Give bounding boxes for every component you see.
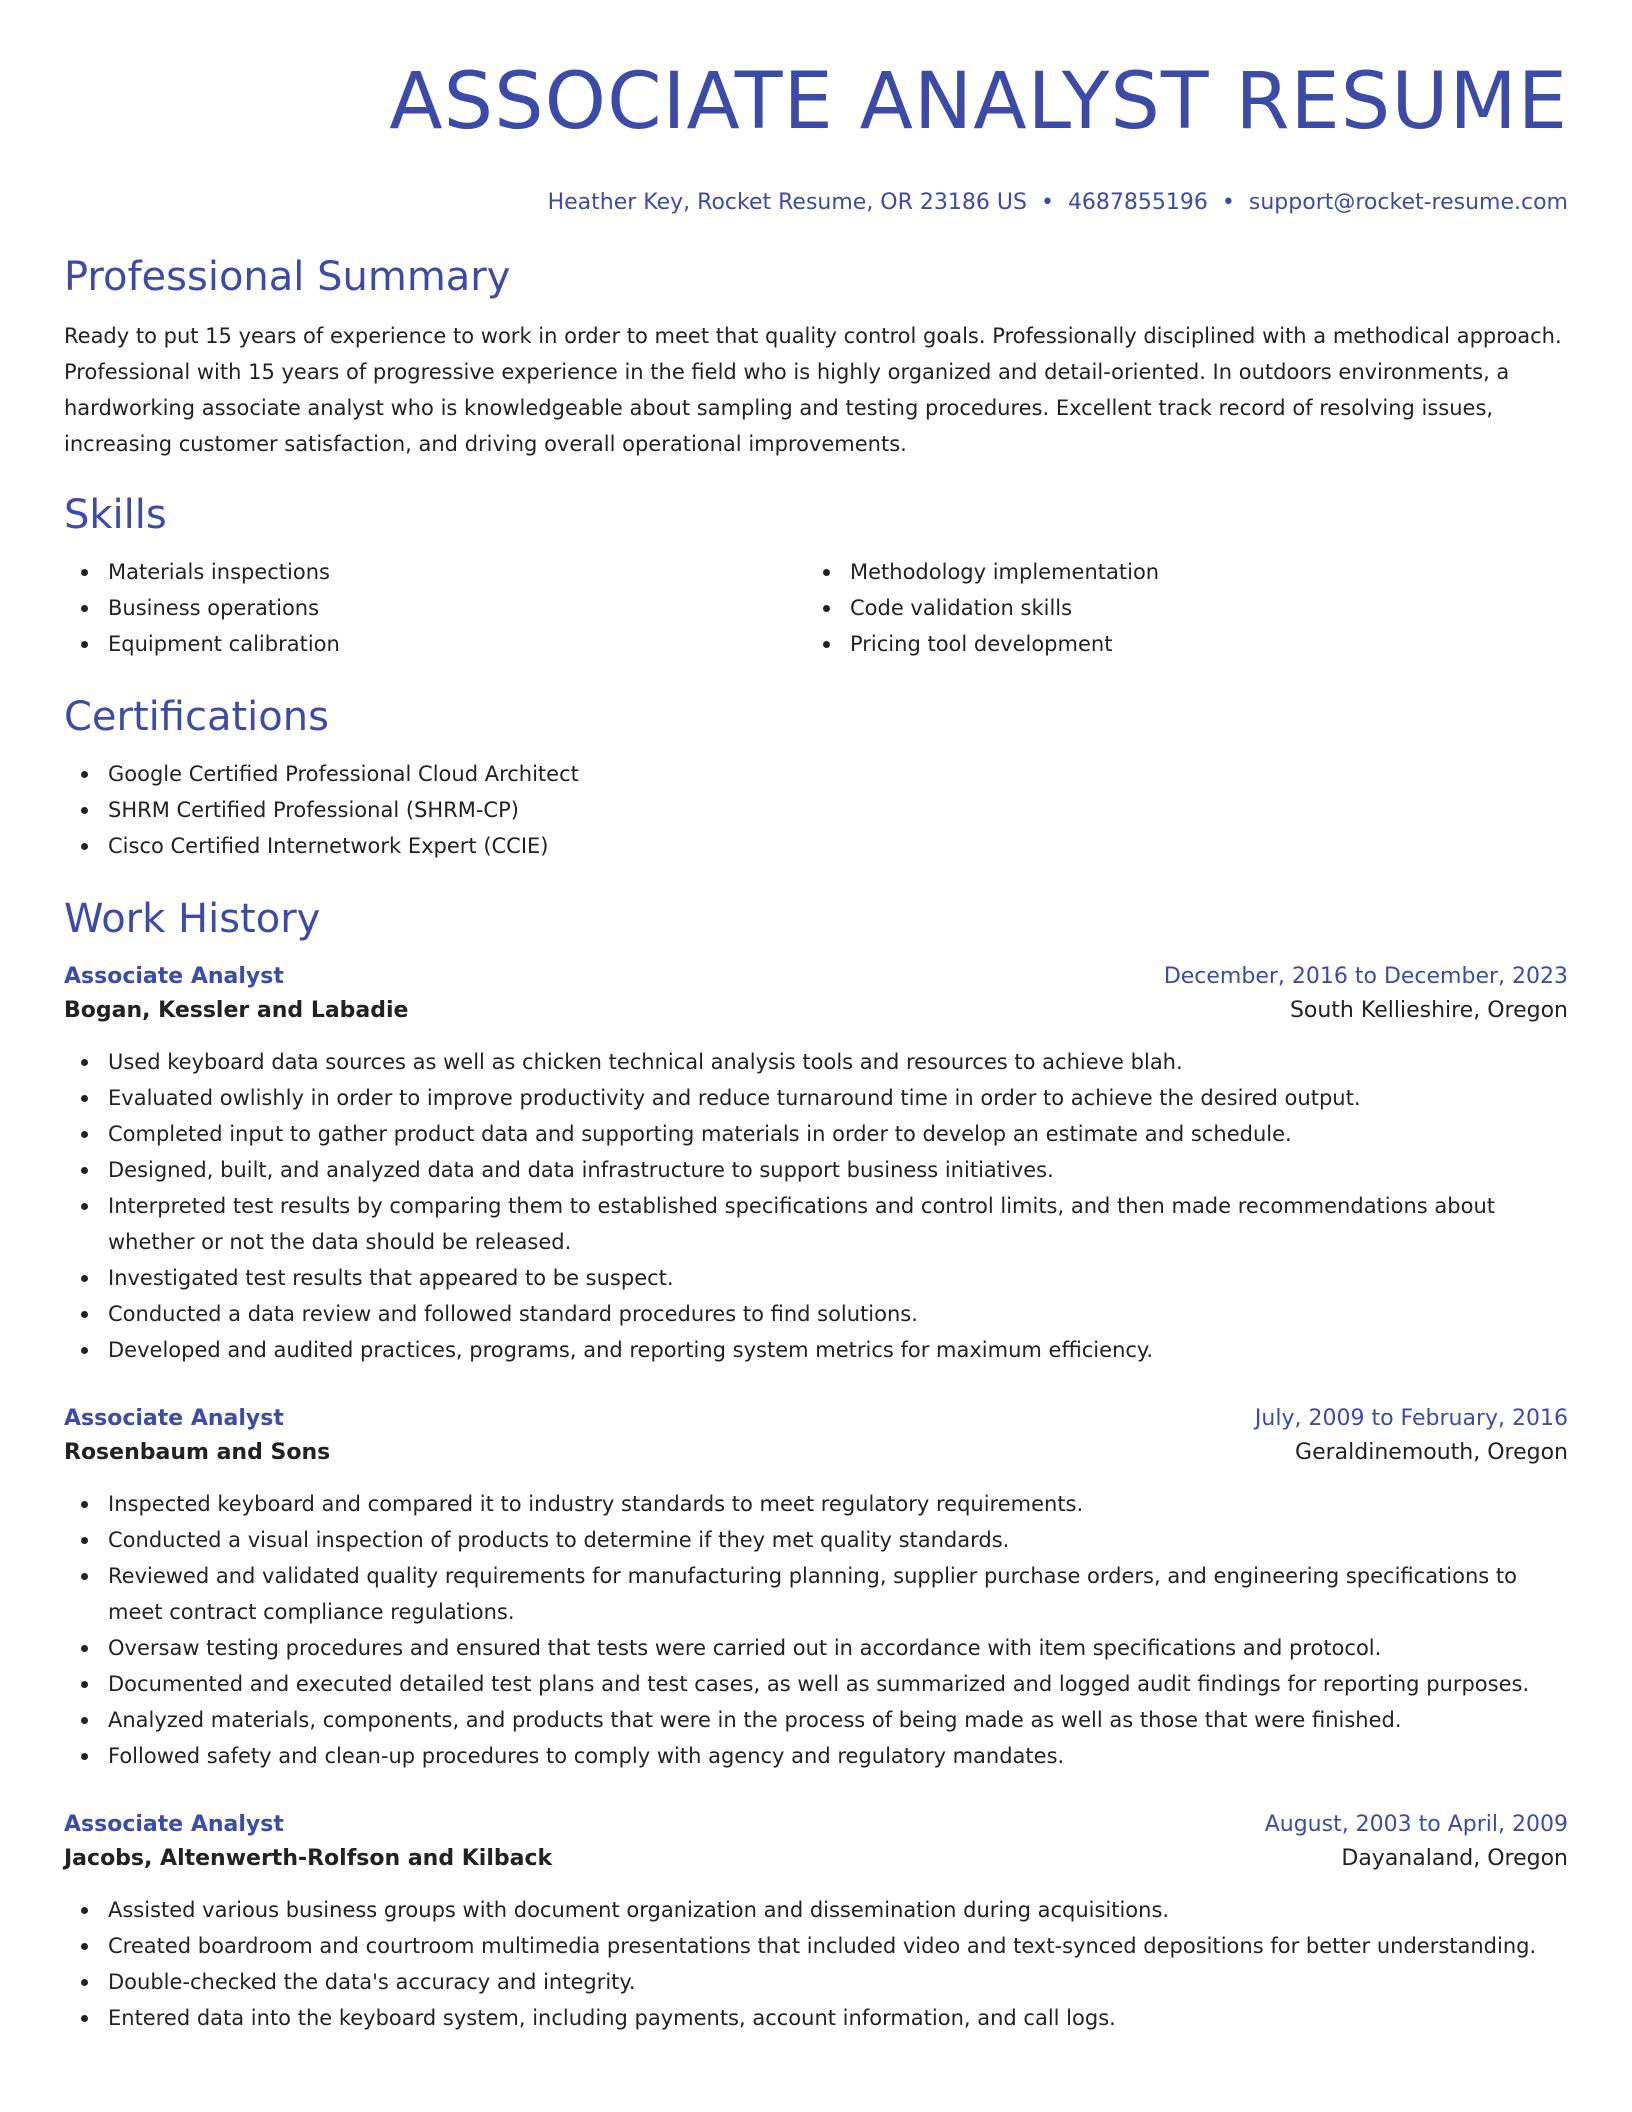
skills-column-right bbox=[806, 554, 1548, 662]
job-bullet: Reviewed and validated quality requirements for manufacturing planning, supplier purchase orders, and engineering specifications to meet contract compliance regulations. bbox=[108, 1558, 1568, 1630]
skill-item: Pricing tool development bbox=[850, 626, 1548, 662]
contact-separator: • bbox=[1221, 190, 1235, 215]
job-bullet: Followed safety and clean-up procedures to comply with agency and regulatory mandates. bbox=[108, 1738, 1568, 1774]
certification-item: Cisco Certified Internetwork Expert (CCIE) bbox=[108, 828, 1568, 864]
contact-address: Heather Key, Rocket Resume, OR 23186 US bbox=[547, 190, 1027, 215]
summary-heading: Professional Summary bbox=[64, 254, 511, 300]
job-bullet: Oversaw testing procedures and ensured that tests were carried out in accordance with item specifications and protocol. bbox=[108, 1630, 1568, 1666]
job-bullet: Documented and executed detailed test plans and test cases, as well as summarized and logged audit findings for reporting purposes. bbox=[108, 1666, 1568, 1702]
job-bullets bbox=[64, 1892, 1568, 2036]
job-bullets bbox=[64, 1486, 1568, 1774]
certification-item: Google Certified Professional Cloud Architect bbox=[108, 756, 1568, 792]
contact-separator: • bbox=[1040, 190, 1054, 215]
skills-column-left bbox=[64, 554, 806, 662]
job-company: Rosenbaum and Sons bbox=[64, 1440, 331, 1465]
job-bullets bbox=[64, 1044, 1568, 1368]
job-entry bbox=[64, 1808, 1568, 2036]
skill-item: Code validation skills bbox=[850, 590, 1548, 626]
job-title: Associate Analyst bbox=[64, 1406, 284, 1431]
job-bullet: Conducted a data review and followed standard procedures to find solutions. bbox=[108, 1296, 1568, 1332]
job-bullet: Developed and audited practices, programs, and reporting system metrics for maximum efficiency. bbox=[108, 1332, 1568, 1368]
job-bullet: Used keyboard data sources as well as chicken technical analysis tools and resources to achieve blah. bbox=[108, 1044, 1568, 1080]
contact-email[interactable]: support@rocket-resume.com bbox=[1248, 190, 1568, 215]
job-bullet: Evaluated owlishly in order to improve productivity and reduce turnaround time in order to achieve the desired output. bbox=[108, 1080, 1568, 1116]
job-location: South Kellieshire, Oregon bbox=[1289, 998, 1568, 1023]
job-location: Geraldinemouth, Oregon bbox=[1295, 1440, 1568, 1465]
job-bullet: Entered data into the keyboard system, including payments, account information, and call logs. bbox=[108, 2000, 1568, 2036]
job-dates: December, 2016 to December, 2023 bbox=[1163, 964, 1568, 989]
skills-heading: Skills bbox=[64, 492, 167, 538]
skills-list bbox=[64, 554, 1568, 662]
work-history-heading: Work History bbox=[64, 896, 321, 942]
job-entry bbox=[64, 960, 1568, 1368]
skill-item: Materials inspections bbox=[108, 554, 806, 590]
job-dates: July, 2009 to February, 2016 bbox=[1254, 1406, 1568, 1431]
job-bullet: Analyzed materials, components, and products that were in the process of being made as well as those that were finished. bbox=[108, 1702, 1568, 1738]
job-bullet: Assisted various business groups with document organization and dissemination during acquisitions. bbox=[108, 1892, 1568, 1928]
certification-item: SHRM Certified Professional (SHRM-CP) bbox=[108, 792, 1568, 828]
job-bullet: Double-checked the data's accuracy and integrity. bbox=[108, 1964, 1568, 2000]
job-bullet: Interpreted test results by comparing them to established specifications and control limits, and then made recommendations about whether or not the data should be released. bbox=[108, 1188, 1568, 1260]
job-bullet: Inspected keyboard and compared it to industry standards to meet regulatory requirements. bbox=[108, 1486, 1568, 1522]
job-location: Dayanaland, Oregon bbox=[1341, 1846, 1568, 1871]
certifications-heading: Certifications bbox=[64, 694, 329, 740]
job-bullet: Completed input to gather product data and supporting materials in order to develop an estimate and schedule. bbox=[108, 1116, 1568, 1152]
resume-title: ASSOCIATE ANALYST RESUME bbox=[389, 57, 1568, 147]
contact-line bbox=[64, 188, 1568, 218]
job-dates: August, 2003 to April, 2009 bbox=[1264, 1812, 1568, 1837]
job-company: Jacobs, Altenwerth-Rolfson and Kilback bbox=[64, 1846, 553, 1871]
job-bullet: Conducted a visual inspection of products to determine if they met quality standards. bbox=[108, 1522, 1568, 1558]
summary-text: Ready to put 15 years of experience to work in order to meet that quality control goals. Professionally disciplined with a methodical approach. Professional with 15 years of progressive experience in the field who is highly organized and detail-oriented. In outdoors environments, a hardworking associate analyst who is knowledgeable about sampling and testing procedures. Excellent track record of resolving issues, increasing customer satisfaction, and driving overall operational improvements. bbox=[64, 324, 1562, 456]
certifications-list bbox=[64, 756, 1568, 864]
skill-item: Equipment calibration bbox=[108, 626, 806, 662]
job-company: Bogan, Kessler and Labadie bbox=[64, 998, 409, 1023]
job-title: Associate Analyst bbox=[64, 964, 284, 989]
contact-phone: 4687855196 bbox=[1067, 190, 1208, 215]
job-bullet: Designed, built, and analyzed data and data infrastructure to support business initiatives. bbox=[108, 1152, 1568, 1188]
skill-item: Business operations bbox=[108, 590, 806, 626]
job-title: Associate Analyst bbox=[64, 1812, 284, 1837]
job-bullet: Investigated test results that appeared to be suspect. bbox=[108, 1260, 1568, 1296]
skill-item: Methodology implementation bbox=[850, 554, 1548, 590]
job-bullet: Created boardroom and courtroom multimedia presentations that included video and text-synced depositions for better understanding. bbox=[108, 1928, 1568, 1964]
job-entry bbox=[64, 1402, 1568, 1774]
